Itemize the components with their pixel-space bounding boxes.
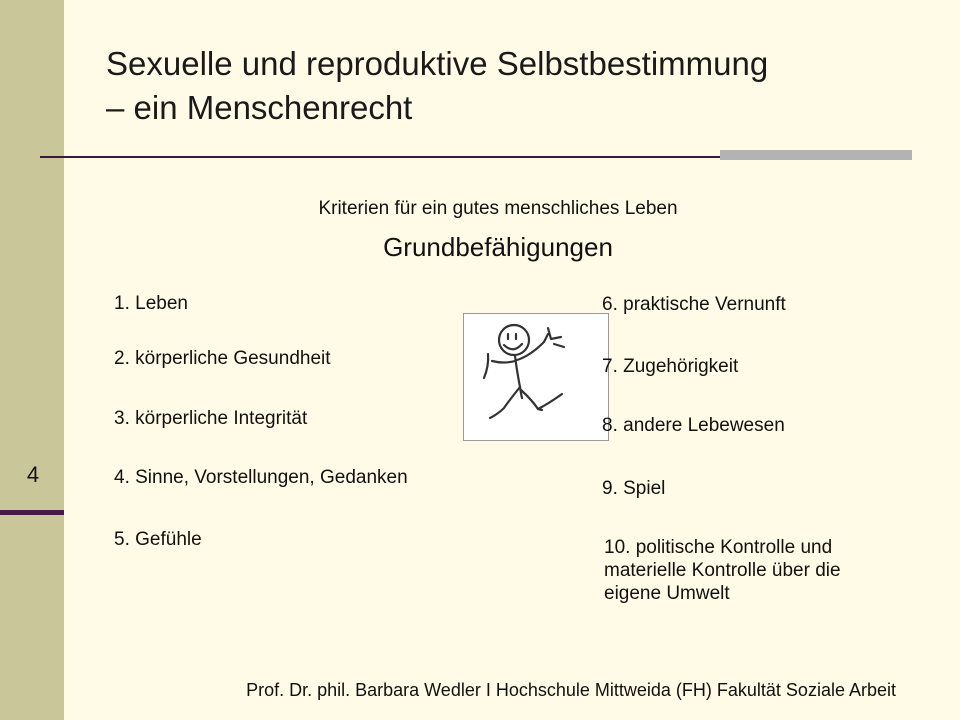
slide-number: 4 (26, 462, 40, 487)
list-item-line: 10. politische Kontrolle und (604, 537, 833, 558)
slide-footer: Prof. Dr. phil. Barbara Wedler I Hochschule Mittweida (FH) Fakultät Soziale Arbeit (246, 680, 896, 700)
list-item: 6. praktische Vernunft (602, 294, 786, 315)
list-item-line: eigene Umwelt (604, 583, 730, 604)
list-item-line: materielle Kontrolle über die (604, 560, 841, 581)
slide-title-line-2: – ein Menschenrecht (106, 89, 413, 126)
sidebar-rule (0, 510, 64, 515)
list-item: 3. körperliche Integrität (114, 408, 308, 429)
list-item: 2. körperliche Gesundheit (114, 348, 331, 369)
title-rule-accent (720, 150, 912, 160)
list-item: 8. andere Lebewesen (602, 415, 785, 436)
list-item: 1. Leben (114, 293, 188, 314)
list-item: 4. Sinne, Vorstellungen, Gedanken (114, 467, 408, 488)
list-item (604, 536, 841, 605)
list-item: 9. Spiel (602, 478, 666, 499)
stick-figure-icon (464, 314, 608, 440)
list-item: 7. Zugehörigkeit (602, 356, 739, 377)
sidebar-band (0, 0, 64, 720)
list-item: 5. Gefühle (114, 529, 202, 550)
slide-title (106, 42, 906, 130)
stick-figure-image (463, 313, 609, 441)
slide-title-line-1: Sexuelle und reproduktive Selbstbestimmung (106, 45, 769, 82)
slide-heading: Grundbefähigungen (383, 232, 613, 262)
slide-subtitle: Kriterien für ein gutes menschliches Leben (318, 198, 678, 219)
